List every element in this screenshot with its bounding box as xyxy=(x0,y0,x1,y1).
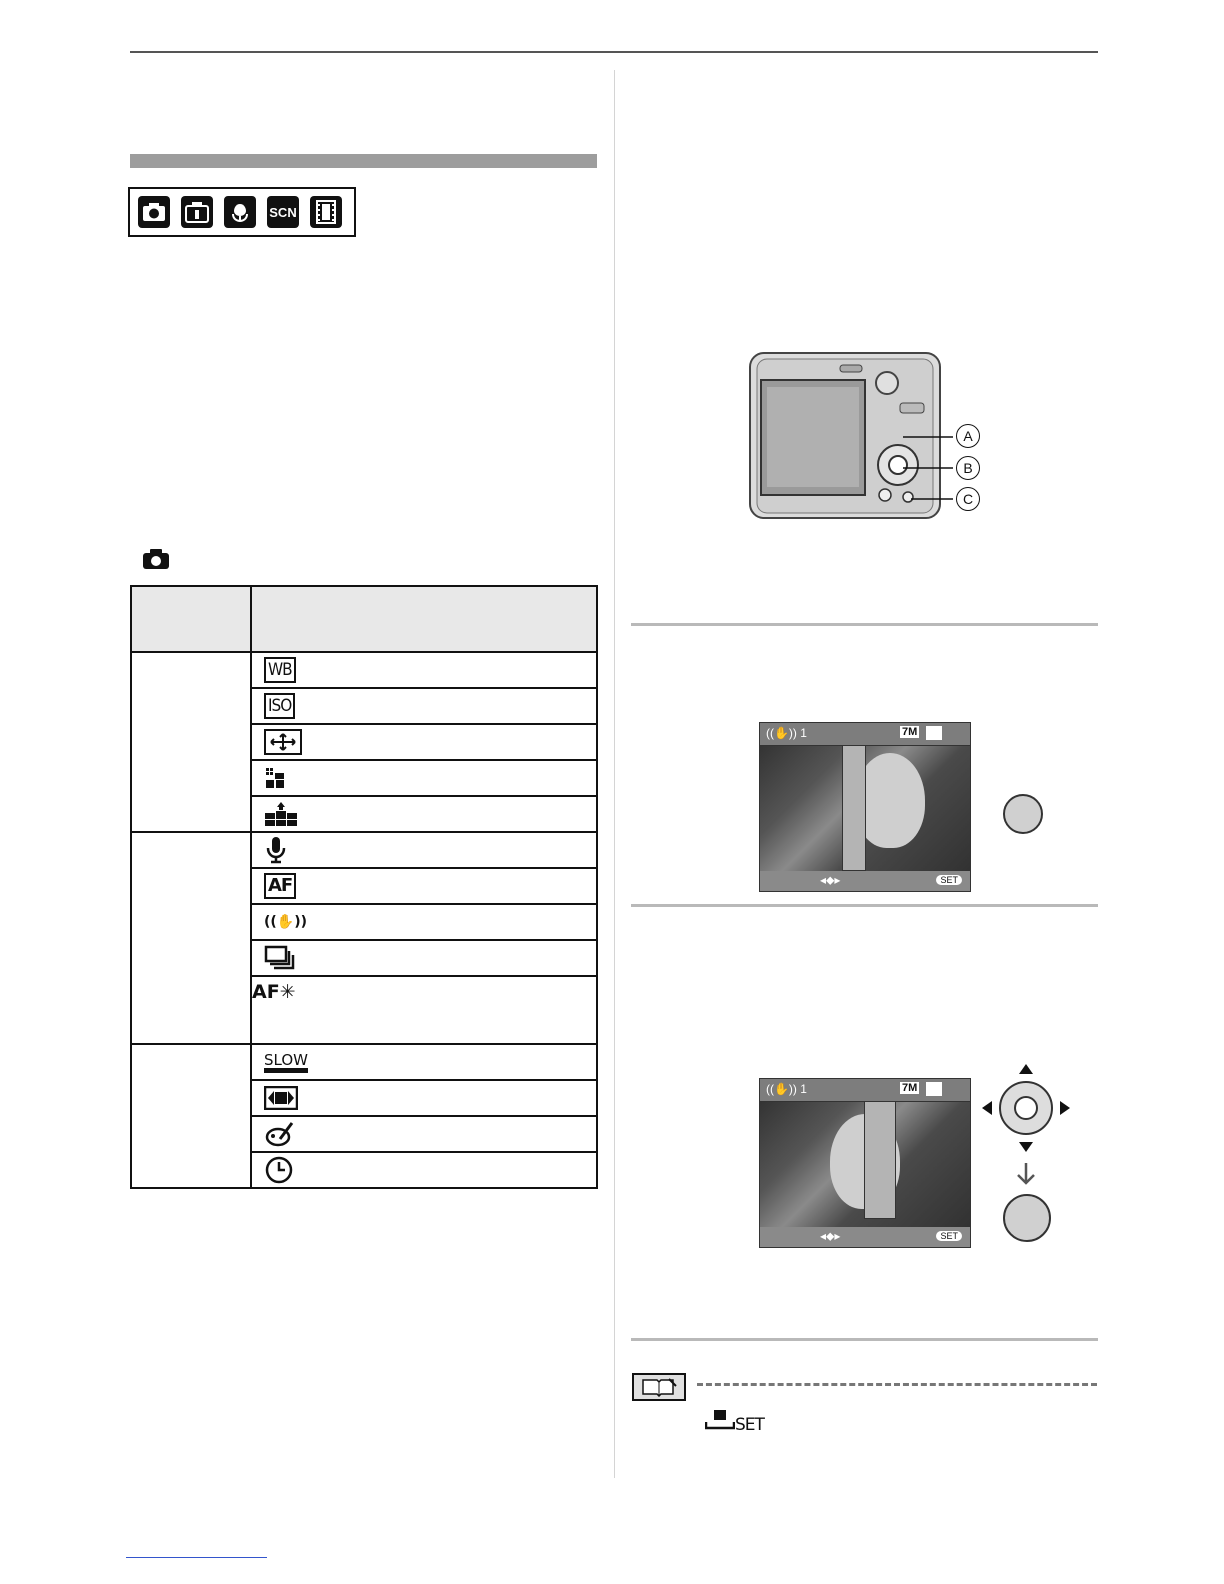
clock-icon xyxy=(264,1161,294,1178)
digital-zoom-icon xyxy=(264,1089,298,1106)
stabilizer-icon: ((✋)) xyxy=(264,914,308,930)
picture-size-badge: 7M xyxy=(902,1082,918,1094)
quality-badge-icon xyxy=(926,1082,942,1096)
lcd-status-bar xyxy=(760,723,970,746)
navigate-arrows-icon: ◂⬥▸ xyxy=(820,1229,841,1243)
lcd-status-bar xyxy=(760,1079,970,1102)
quick-menu-column[interactable] xyxy=(842,745,866,871)
cursor-button-pad[interactable] xyxy=(980,1062,1072,1154)
table-header-cell xyxy=(251,586,597,652)
af-mode-icon: AF xyxy=(264,873,296,899)
section-header-bar xyxy=(130,154,597,168)
column-divider xyxy=(614,70,615,1478)
navigate-arrows-icon: ◂⬥▸ xyxy=(820,873,841,887)
lcd-guide-bar xyxy=(760,1227,970,1247)
step-divider xyxy=(631,1338,1098,1341)
menu-set-button[interactable] xyxy=(1003,794,1043,834)
table-row xyxy=(131,832,597,868)
table-row xyxy=(131,1044,597,1080)
microphone-icon xyxy=(264,841,288,858)
stabilizer-status: ((✋)) 1 xyxy=(766,1082,807,1096)
top-rule xyxy=(130,51,1098,53)
motion-picture-icon xyxy=(310,196,342,228)
quick-menu-icon xyxy=(705,1408,735,1435)
table-header-cell xyxy=(131,586,251,652)
quality-badge-icon xyxy=(926,726,942,740)
menu-items-table xyxy=(130,585,598,1189)
note-dashed-rule xyxy=(697,1383,1097,1386)
picture-size-badge: 7M xyxy=(902,726,918,738)
table-header-row xyxy=(131,586,597,652)
af-assist-lamp-icon: AF✳ xyxy=(252,981,296,1003)
callout-label-a: A xyxy=(956,424,980,448)
applicable-modes-box xyxy=(128,187,356,237)
table-category-cell xyxy=(131,1044,251,1188)
step-divider xyxy=(631,904,1098,907)
table-category-cell xyxy=(131,652,251,832)
macro-icon xyxy=(224,196,256,228)
quality-icon xyxy=(264,805,298,822)
intelligent-auto-icon xyxy=(181,196,213,228)
lcd-screen-setting xyxy=(759,1078,971,1248)
set-badge: SET xyxy=(936,875,962,885)
camera-mode-icon xyxy=(138,196,170,228)
stabilizer-status: ((✋)) 1 xyxy=(766,726,807,740)
scene-mode-icon: SCN xyxy=(267,196,299,228)
lcd-screen-quick-menu xyxy=(759,722,971,892)
callout-label-c: C xyxy=(956,487,980,511)
callout-label-b: B xyxy=(956,456,980,480)
slow-shutter-icon: SLOW xyxy=(264,1053,308,1073)
step-divider xyxy=(631,623,1098,626)
table-row xyxy=(131,652,597,688)
af-area-icon xyxy=(264,729,302,755)
iso-icon: ISO xyxy=(264,693,295,719)
burst-icon xyxy=(264,949,296,966)
note-set-reference xyxy=(705,1408,764,1435)
set-label: SET xyxy=(735,1415,764,1435)
color-effect-icon xyxy=(264,1125,296,1142)
note-icon xyxy=(632,1373,686,1401)
lcd-guide-bar xyxy=(760,871,970,891)
set-badge: SET xyxy=(936,1231,962,1241)
table-category-cell xyxy=(131,832,251,1044)
white-balance-icon: WB xyxy=(264,657,296,683)
footer-link-underline[interactable] xyxy=(126,1557,267,1558)
menu-set-button[interactable] xyxy=(1003,1194,1051,1242)
camera-illustration xyxy=(745,345,985,525)
arrow-down-icon xyxy=(1015,1162,1037,1191)
normal-picture-mode-icon xyxy=(142,548,170,575)
picture-size-icon xyxy=(264,769,288,786)
setting-options-column[interactable] xyxy=(864,1101,896,1219)
